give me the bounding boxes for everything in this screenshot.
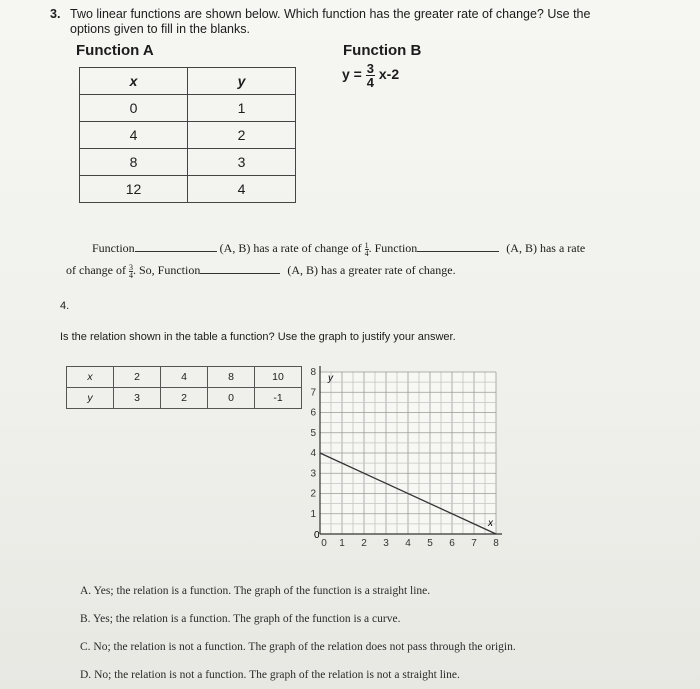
- q4-number: 4.: [60, 300, 70, 312]
- choice-text: No; the relation is not a function. The graph of the relation does not pass through the origin.: [93, 641, 516, 653]
- x-tick-label: 4: [405, 538, 411, 549]
- table-cell: 4: [80, 122, 188, 149]
- fraction-denominator: 4: [128, 270, 133, 280]
- table-cell: 1: [188, 95, 296, 122]
- y-tick-label: 8: [310, 367, 316, 378]
- y-axis-label: y: [328, 373, 333, 384]
- fill-text: Function: [92, 241, 135, 255]
- equation-fraction: [366, 62, 375, 89]
- table-cell: 0: [208, 388, 255, 409]
- y-tick-label: 2: [310, 488, 316, 500]
- table-cell: 2: [161, 388, 208, 409]
- table-cell: 3: [188, 149, 296, 176]
- header-x: x: [67, 367, 114, 388]
- table-header-row: [80, 68, 296, 95]
- q3-prompt-line1: Two linear functions are shown below. Which function has the greater rate of change? Use the: [70, 7, 591, 21]
- function-a-title: Function A: [76, 42, 154, 59]
- q3-number: 3.: [50, 7, 61, 21]
- blank-1[interactable]: [135, 240, 217, 252]
- x-tick-label: 7: [471, 538, 477, 549]
- table-cell: 12: [80, 176, 188, 203]
- table-cell: 0: [80, 95, 188, 122]
- fraction-denominator: 4: [366, 75, 374, 90]
- fill-in-line2: [66, 262, 456, 279]
- x-tick-label: 2: [361, 538, 367, 549]
- x-tick-label: 3: [383, 538, 389, 549]
- table-cell: 8: [80, 149, 188, 176]
- table-row: [80, 95, 296, 122]
- y-tick-label: 7: [310, 387, 316, 399]
- table-cell: 3: [114, 388, 161, 409]
- y-tick-label: 4: [310, 448, 316, 459]
- choice-text: No; the relation is not a function. The graph of the relation is not a straight line.: [94, 669, 460, 681]
- table-cell: 10: [255, 367, 302, 388]
- q4-graph: [300, 362, 510, 557]
- fraction-numerator: 3: [366, 61, 374, 76]
- fill-text: . So, Function: [132, 263, 201, 277]
- choice-b[interactable]: [80, 613, 400, 625]
- header-y: y: [67, 388, 114, 409]
- choice-a[interactable]: [80, 585, 430, 597]
- y-tick-label: 6: [310, 407, 316, 419]
- fill-in-line1: [92, 240, 585, 257]
- choice-text: Yes; the relation is a function. The graph of the function is a curve.: [93, 613, 401, 625]
- fill-text: . Function: [368, 241, 418, 255]
- table-row: [67, 367, 302, 388]
- table-row: [80, 122, 296, 149]
- choice-text: Yes; the relation is a function. The graph of the function is a straight line.: [93, 585, 431, 597]
- fill-text: (A, B) has a greater rate of change.: [287, 263, 456, 277]
- header-x: x: [80, 68, 188, 95]
- x-axis-label: x: [488, 518, 493, 529]
- table-row: [80, 149, 296, 176]
- table-cell: 8: [208, 367, 255, 388]
- q4-prompt: Is the relation shown in the table a function? Use the graph to justify your answer.: [60, 331, 456, 343]
- x-tick-label: 8: [493, 538, 499, 549]
- table-cell: 2: [188, 122, 296, 149]
- table-cell: -1: [255, 388, 302, 409]
- choice-d[interactable]: [80, 669, 460, 681]
- y-tick-label: 1: [310, 508, 316, 520]
- fraction-denominator: 4: [364, 248, 369, 258]
- x-tick-label: 0: [321, 538, 327, 549]
- header-y: y: [188, 68, 296, 95]
- table-cell: 4: [188, 176, 296, 203]
- fill-text: of change of: [66, 263, 126, 277]
- blank-2[interactable]: [417, 240, 499, 252]
- equation-lhs: y =: [342, 66, 362, 83]
- origin-label: 0: [314, 530, 320, 541]
- fraction-numerator: 1: [364, 240, 369, 250]
- fraction-numerator: 3: [128, 262, 133, 272]
- function-a-table: [79, 67, 296, 203]
- x-tick-label: 6: [449, 538, 455, 549]
- choice-letter: C.: [80, 641, 91, 653]
- y-tick-label: 5: [310, 427, 316, 439]
- q4-table: [66, 366, 302, 409]
- fill-text: (A, B) has a rate: [506, 241, 586, 255]
- q3-prompt-line2: options given to fill in the blanks.: [70, 22, 250, 36]
- table-cell: 4: [161, 367, 208, 388]
- x-tick-label: 5: [427, 538, 433, 549]
- function-b-equation: [342, 62, 399, 89]
- function-b-title: Function B: [343, 42, 422, 59]
- fill-text: (A, B) has a rate of change of: [219, 241, 362, 255]
- y-tick-label: 3: [310, 468, 316, 480]
- table-cell: 2: [114, 367, 161, 388]
- x-tick-label: 1: [339, 538, 345, 549]
- choice-letter: D.: [80, 669, 92, 681]
- table-row: [67, 388, 302, 409]
- blank-3[interactable]: [200, 262, 280, 274]
- choice-letter: B.: [80, 613, 91, 625]
- grid: [320, 372, 496, 534]
- table-row: [80, 176, 296, 203]
- choice-letter: A.: [80, 585, 92, 597]
- choice-c[interactable]: [80, 641, 516, 653]
- equation-rhs: x-2: [378, 66, 400, 83]
